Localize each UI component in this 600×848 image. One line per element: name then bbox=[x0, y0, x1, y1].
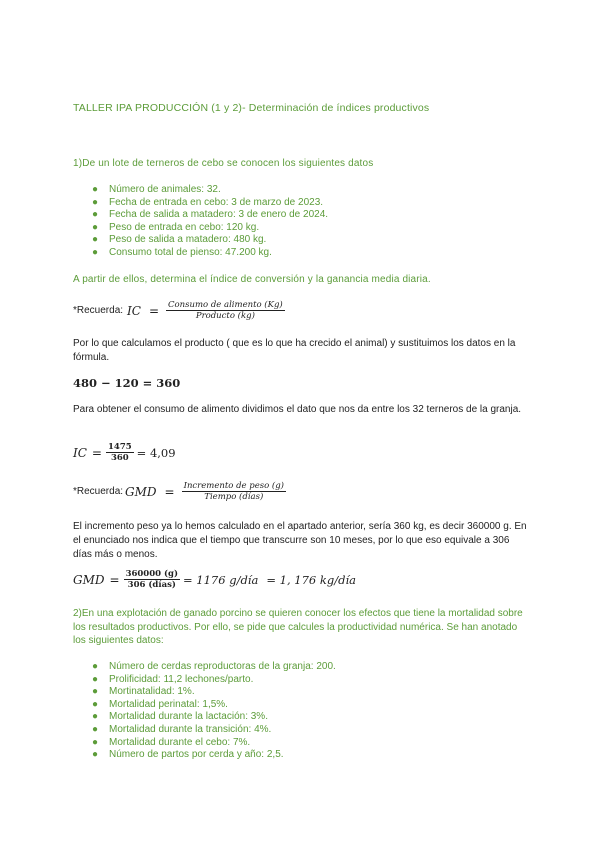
gmd-denominator: Tiempo (días) bbox=[204, 492, 264, 502]
bullet-icon: ● bbox=[92, 234, 99, 246]
ic-calc-numerator: 1475 bbox=[107, 442, 132, 452]
list-item: ● Consumo total de pienso: 47.200 kg. bbox=[92, 246, 272, 258]
gmd-result-g: = 1176 g/día bbox=[183, 572, 259, 587]
bullet-icon: ● bbox=[92, 736, 99, 748]
ic-numerator: Consumo de alimento (Kg) bbox=[168, 300, 283, 310]
document-title: TALLER IPA PRODUCCIÓN (1 y 2)- Determinación de índices productivos bbox=[73, 102, 430, 114]
ic-calc-denominator: 360 bbox=[110, 453, 129, 463]
ic-fraction bbox=[166, 300, 285, 321]
list-item: ● Número de animales: 32. bbox=[92, 184, 221, 195]
list-item: ● Mortalidad perinatal: 1,5%. bbox=[92, 698, 228, 710]
gmd-calculation bbox=[73, 569, 356, 590]
list-item: ● Número de cerdas reproductoras de la granja: 200. bbox=[92, 661, 336, 672]
gmd-symbol: GMD bbox=[125, 484, 157, 499]
ic-result: = 4,09 bbox=[136, 445, 176, 460]
bullet-icon: ● bbox=[92, 698, 99, 710]
gmd-symbol: GMD bbox=[73, 572, 105, 587]
equals-sign: = bbox=[109, 572, 120, 587]
equals-sign: = bbox=[148, 303, 160, 318]
list-item: ● Peso de entrada en cebo: 120 kg. bbox=[92, 221, 260, 233]
bullet-icon: ● bbox=[92, 686, 99, 698]
section2-list bbox=[73, 661, 336, 762]
gmd-result-kg: = 1, 176 kg/día bbox=[266, 572, 356, 587]
ic-formula bbox=[73, 300, 288, 321]
bullet-icon: ● bbox=[92, 221, 99, 233]
list-item: ● Prolificidad: 11,2 lechones/parto. bbox=[92, 673, 254, 685]
recuerda-label: *Recuerda: bbox=[73, 486, 124, 497]
section2-heading: 2)En una explotación de ganado porcino se quieren conocer los efectos que tiene la mortalidad sobre los resultados productivos. Por ello, se pide que calcules la productividad numérica. Se han anotado los siguientes datos: bbox=[73, 608, 523, 646]
equals-sign: = bbox=[164, 484, 175, 499]
bullet-icon: ● bbox=[92, 661, 99, 672]
bullet-icon: ● bbox=[92, 246, 99, 258]
gmd-calc-denominator: 306 (días) bbox=[127, 580, 176, 590]
paragraph-3: El incremento peso ya lo hemos calculado en el apartado anterior, sería 360 kg, es decir 360000 g. En el enunciado nos indica que el tiempo que transcurre son 10 meses, por lo que eso equivale a 306 días más o menos. bbox=[73, 521, 527, 560]
paragraph-1: Por lo que calculamos el producto ( que es lo que ha crecido el animal) y sustituimos los datos en la fórmula. bbox=[73, 338, 516, 363]
section1-list bbox=[73, 184, 328, 260]
list-item: ● Número de partos por cerda y año: 2,5. bbox=[92, 749, 284, 761]
section1-task: A partir de ellos, determina el índice de conversión y la ganancia media diaria. bbox=[73, 274, 431, 285]
bullet-icon: ● bbox=[92, 723, 99, 735]
gmd-fraction bbox=[182, 481, 286, 502]
list-item: ● Fecha de entrada en cebo: 3 de marzo de 2023. bbox=[92, 196, 324, 208]
paragraph-2: Para obtener el consumo de alimento dividimos el dato que nos da entre los 32 terneros de la granja. bbox=[73, 404, 522, 415]
gmd-calc-fraction bbox=[124, 569, 180, 590]
ic-symbol: IC bbox=[73, 445, 87, 460]
ic-symbol: IC bbox=[127, 303, 141, 318]
list-item: ● Peso de salida a matadero: 480 kg. bbox=[92, 234, 267, 246]
gmd-formula bbox=[73, 481, 289, 502]
gmd-numerator: Incremento de peso (g) bbox=[183, 481, 284, 491]
list-item: ● Mortalidad durante la transición: 4%. bbox=[92, 723, 272, 735]
list-item: ● Mortalidad durante el cebo: 7%. bbox=[92, 736, 251, 748]
bullet-icon: ● bbox=[92, 196, 99, 208]
bullet-icon: ● bbox=[92, 184, 99, 195]
bullet-icon: ● bbox=[92, 749, 99, 761]
bullet-icon: ● bbox=[92, 673, 99, 685]
ic-denominator: Producto (kg) bbox=[195, 311, 255, 321]
bullet-icon: ● bbox=[92, 711, 99, 723]
gmd-calc-numerator: 360000 (g) bbox=[125, 569, 178, 579]
equals-sign: = bbox=[91, 445, 102, 460]
list-item: ● Mortalidad durante la lactación: 3%. bbox=[92, 711, 268, 723]
subtraction-equation: 480 − 120 = 360 bbox=[73, 376, 181, 390]
recuerda-label: *Recuerda: bbox=[73, 305, 124, 316]
bullet-icon: ● bbox=[92, 209, 99, 221]
list-item: ● Mortinatalidad: 1%. bbox=[92, 686, 195, 698]
list-item: ● Fecha de salida a matadero: 3 de enero de 2024. bbox=[92, 209, 329, 221]
section1-heading: 1)De un lote de terneros de cebo se conocen los siguientes datos bbox=[73, 158, 374, 169]
ic-calc-fraction bbox=[106, 442, 134, 463]
ic-calculation bbox=[73, 442, 176, 463]
